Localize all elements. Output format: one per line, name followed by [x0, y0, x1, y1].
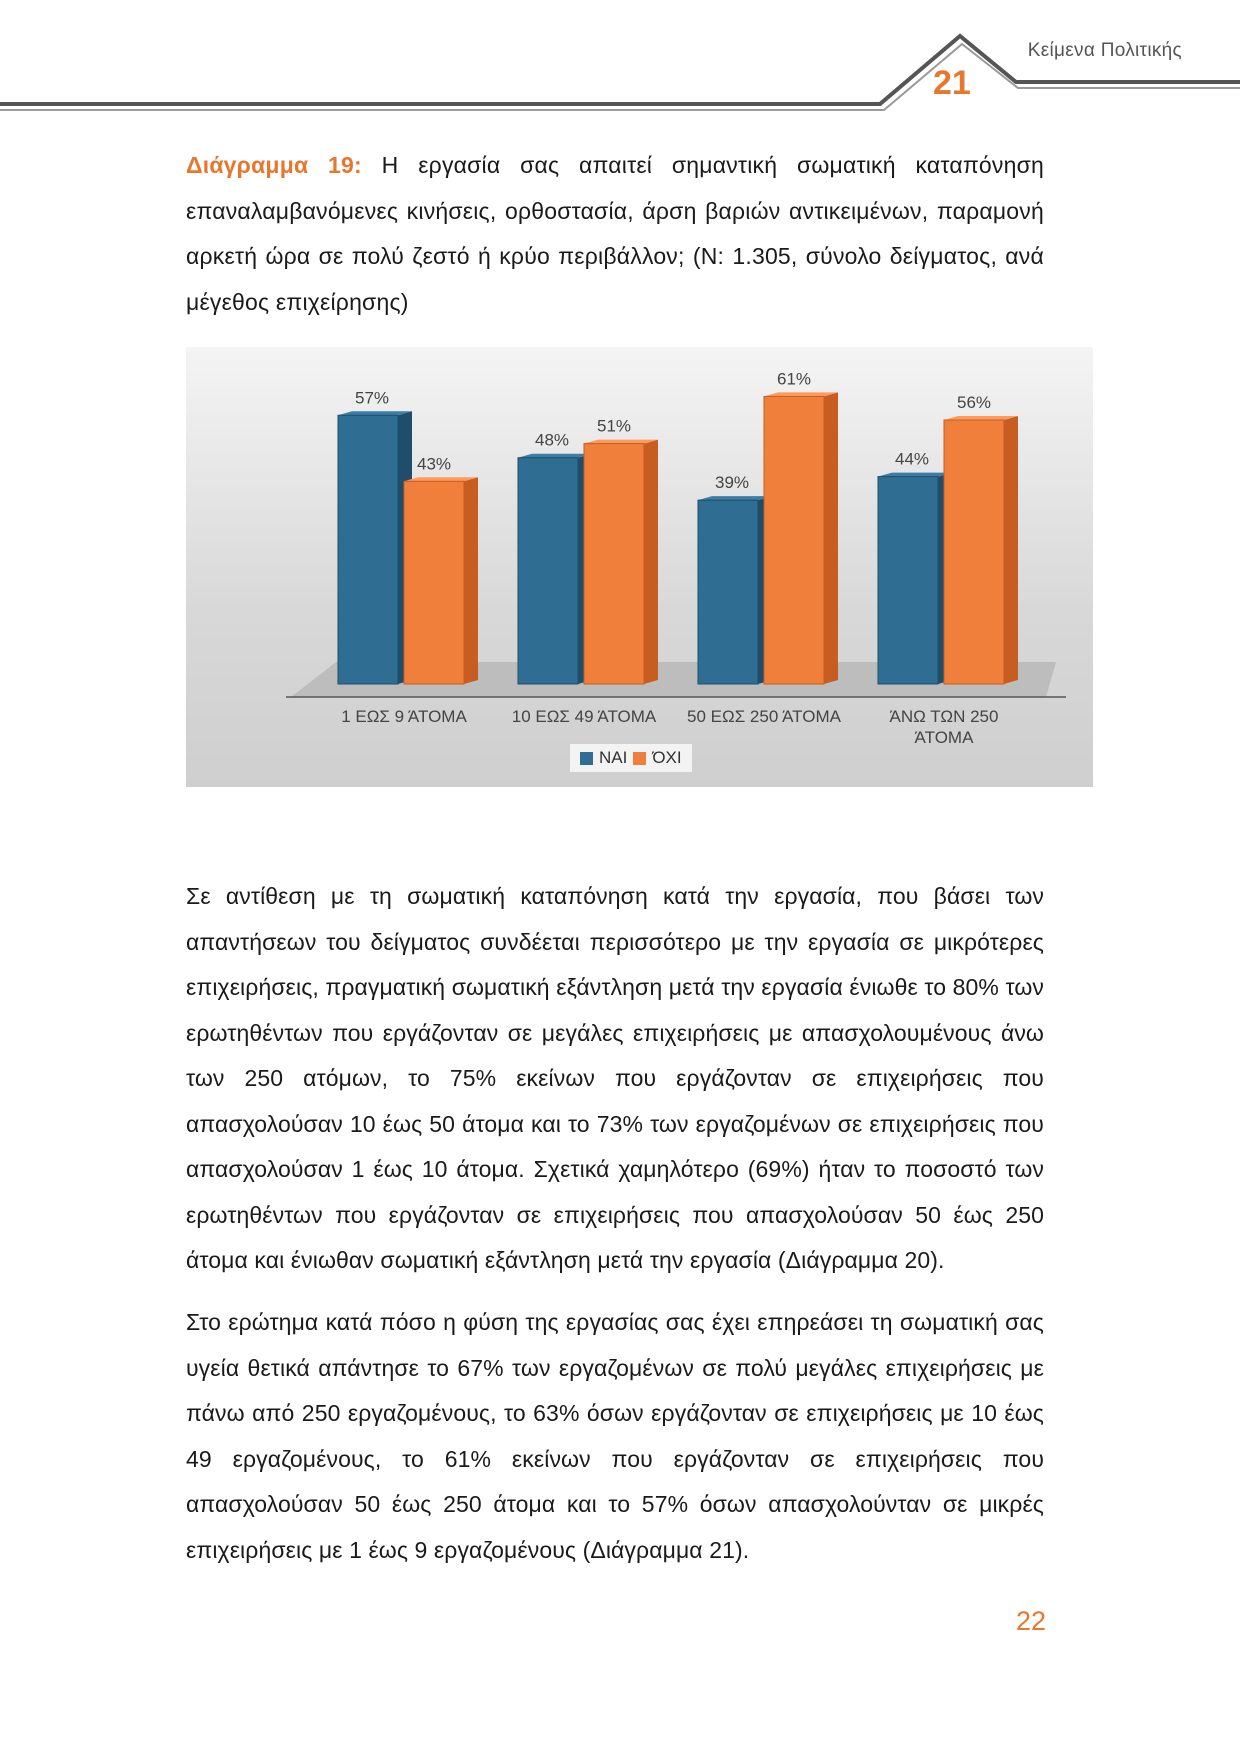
- header-section-number: 21: [933, 64, 971, 102]
- bar-ναι-2: [698, 500, 758, 684]
- bar-ναι-3: [878, 477, 938, 684]
- bar-ναι-1: [518, 458, 578, 684]
- bar-side-όχι-3: [1004, 416, 1018, 684]
- bar-όχι-1: [584, 444, 644, 684]
- bar-όχι-0: [404, 481, 464, 684]
- caption-text: Η εργασία σας απαιτεί σημαντική σωματική καταπόνηση επαναλαμβανόμενες κινήσεις, ορθοστασία, άρση βαριών αντικειμένων, παραμονή αρκετή ώρα σε πολύ ζεστό ή κρύο περιβάλλον; (Ν: 1.305, σύνολο δείγματος, ανά μέγεθος επιχείρησης): [186, 152, 1044, 315]
- chart-canvas: [186, 347, 1093, 787]
- category-label-2: 50 ΕΩΣ 250 ΆΤΟΜΑ: [687, 707, 841, 726]
- bar-side-όχι-2: [824, 392, 838, 684]
- legend-swatch-nai: [580, 752, 593, 765]
- body-paragraph-1: Σε αντίθεση με τη σωματική καταπόνηση κατά την εργασία, που βάσει των απαντήσεων του δείγματος συνδέεται περισσότερο με την εργασία σε μικρότερες επιχειρήσεις, πραγματική σωματική εξάντληση μετά την εργασία ένιωθε το 80% των ερωτηθέντων που εργάζονταν σε μεγάλες επιχειρήσεις με απασχολουμένους άνω των 250 ατόμων, το 75% εκείνων που εργάζονταν σε επιχειρήσεις που απασχολούσαν 10 έως 50 άτομα και το 73% των εργαζομένων σε επιχειρήσεις που απασχολούσαν 1 έως 10 άτομα. Σχετικά χαμηλότερο (69%) ήταν το ποσοστό των ερωτηθέντων που εργάζονταν σε επιχειρήσεις που απασχολούσαν 50 έως 250 άτομα και ένιωθαν σωματική εξάντληση μετά την εργασία (Διάγραμμα 20).: [186, 883, 1044, 1273]
- bar-side-όχι-0: [464, 477, 478, 684]
- legend-label-oxi: ΌΧΙ: [652, 748, 682, 767]
- header-title: Κείμενα Πολιτικής: [1027, 40, 1182, 61]
- data-label-ναι-3: 44%: [894, 449, 930, 469]
- bar-όχι-2: [764, 396, 824, 684]
- category-label-3-line1: ΆΤΟΜΑ: [914, 728, 974, 747]
- bar-side-όχι-1: [644, 440, 658, 684]
- legend-label-nai: ΝΑΙ: [599, 748, 628, 767]
- data-label-όχι-1: 51%: [596, 416, 632, 436]
- bar-ναι-0: [338, 415, 398, 684]
- body-paragraph-2: Στο ερώτημα κατά πόσο η φύση της εργασίας σας έχει επηρεάσει τη σωματική σας υγεία θετικά απάντησε το 67% των εργαζομένων σε πολύ μεγάλες επιχειρήσεις με πάνω από 250 εργαζομένους, το 63% όσων εργάζονταν σε επιχειρήσεις με 10 έως 49 εργαζομένους, το 61% εκείνων που εργάζονταν σε επιχειρήσεις που απασχολούσαν 50 έως 250 άτομα και το 57% όσων απασχολούνταν σε μικρές επιχειρήσεις με 1 έως 9 εργαζομένους (Διάγραμμα 21).: [186, 1309, 1044, 1563]
- category-label-1: 10 ΕΩΣ 49 ΆΤΟΜΑ: [511, 707, 657, 726]
- data-label-ναι-1: 48%: [534, 430, 570, 450]
- data-label-όχι-2: 61%: [776, 369, 812, 389]
- data-label-όχι-0: 43%: [416, 454, 452, 474]
- figure-caption: [186, 143, 1044, 325]
- bar-chart: [186, 347, 1093, 787]
- caption-label: Διάγραμμα 19:: [186, 152, 362, 178]
- category-label-0: 1 ΕΩΣ 9 ΆΤΟΜΑ: [341, 707, 467, 726]
- legend-swatch-oxi: [633, 752, 646, 765]
- data-label-ναι-2: 39%: [714, 473, 750, 493]
- category-label-3: ΆΝΩ ΤΩΝ 250: [889, 707, 999, 726]
- data-label-όχι-3: 56%: [956, 393, 992, 412]
- chart-legend: [570, 744, 692, 772]
- page-number: 22: [1016, 1606, 1047, 1636]
- bar-όχι-3: [944, 420, 1004, 684]
- data-label-ναι-0: 57%: [354, 388, 390, 408]
